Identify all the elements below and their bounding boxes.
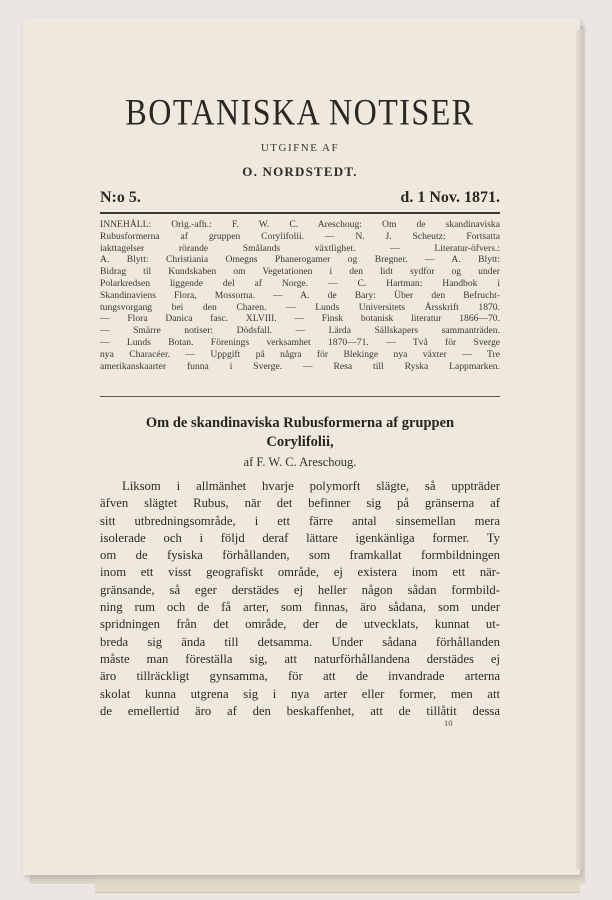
contents-line: Rubusformerna af gruppen Corylifolii. — N. J. Scheutz: Fortsatta: [100, 230, 500, 242]
article-author: af F. W. C. Areschoug.: [243, 455, 357, 469]
body-line: spridningen från det område, der de utvecklats, kunnat ut-: [100, 617, 500, 632]
body-line: om de fysiska förhållanden, som framkallat formbildningen: [100, 548, 500, 563]
article-title-line: Corylifolii,: [266, 434, 334, 450]
journal-subtitle: UTGIFNE AF: [260, 142, 340, 154]
issue-date: d. 1 Nov. 1871.: [400, 189, 500, 206]
journal-page: [23, 18, 580, 875]
header-rule: [100, 212, 500, 214]
article-title: [100, 414, 500, 452]
page-stack-edge: [576, 30, 582, 870]
contents-line: — Flora Danica fasc. XLVIII. — Finsk botanisk literatur 1866—70.: [100, 313, 500, 325]
contents-line: INNEHÅLL: Orig.-afh.: F. W. C. Areschoug: Om de skandinaviska: [100, 219, 500, 230]
contents-line: — Smärre notiser: Dödsfall. — Lärda Sällskapers sammanträden.: [100, 325, 500, 337]
body-line: inom ett visst geografiskt område, ej existera inom ett när-: [100, 565, 500, 580]
table-of-contents: [100, 219, 500, 372]
contents-line: amerikanskaarter funna i Sverge. — Resa till Ryska Lappmarken.: [100, 360, 500, 372]
body-line: måste man föreställa sig, att naturförhållandena derstädes ej: [100, 651, 500, 666]
body-line: de emellertid äro af den beskaffenhet, att de tillåtit dessa: [100, 703, 500, 718]
contents-line: tungsvorgang bei den Charen. — Lunds Universitets Årsskrift 1870.: [100, 301, 500, 313]
body-line: breda sig ända till detsamma. Under sådana förhållanden: [100, 634, 500, 649]
contents-line: — Lunds Botan. Förenings verksamhet 1870—71. — Två för Sverge: [100, 336, 500, 348]
issue-row: [100, 189, 500, 211]
body-line: sitt utbredningsområde, i ett färre antal sinsemellan mera: [100, 513, 500, 528]
contents-line: A. Blytt: Christiania Omegns Phanerogamer og Bregner. — A. Blytt:: [100, 254, 500, 266]
journal-editor: O. NORDSTEDT.: [242, 164, 358, 179]
journal-title: BOTANISKA NOTISER: [125, 91, 475, 133]
body-line: äro tillräckligt gynsamma, för att de invandrade arterna: [100, 669, 500, 684]
underlying-sheet: [95, 872, 580, 893]
body-line: ning rum och de få arter, som finnas, äro sådana, som under: [100, 600, 500, 615]
body-line: skolat kunna utgrena sig i nya arter eller former, men att: [100, 686, 500, 701]
contents-line: nya Characéer. — Uppgift på några för Blekinge nya växter — Tre: [100, 348, 500, 360]
body-line: äfven slägtet Rubus, när det befinner sig på gränserna af: [100, 496, 500, 511]
body-line: Liksom i allmänhet hvarje polymorft slägte, så uppträder: [122, 479, 500, 493]
issue-number: N:o 5.: [100, 189, 141, 206]
contents-rule: [100, 396, 500, 397]
contents-line: Skandinaviens Flora, Mossorna. — A. de Bary: Über den Befrucht-: [100, 289, 500, 301]
article-title-line: Om de skandinaviska Rubusformerna af gruppen: [145, 415, 455, 431]
body-line: isolerade och i följd deraf lättare igenkänliga former. Ty: [100, 530, 500, 545]
contents-line: iakttagelser rörande Smålands växtlighet. — Literatur-öfvers.:: [100, 242, 500, 254]
article-body: [100, 478, 500, 720]
contents-line: Bidrag til Kundskaben om Vegetationen i den lidt sydfor og under: [100, 266, 500, 278]
signature-mark: 10: [444, 718, 453, 728]
body-line: gränsande, så eger derstädes ej heller någon sådan formbild-: [100, 582, 500, 597]
contents-line: Polarkredsen liggende del af Norge. — C. Hartman: Handbok i: [100, 277, 500, 289]
